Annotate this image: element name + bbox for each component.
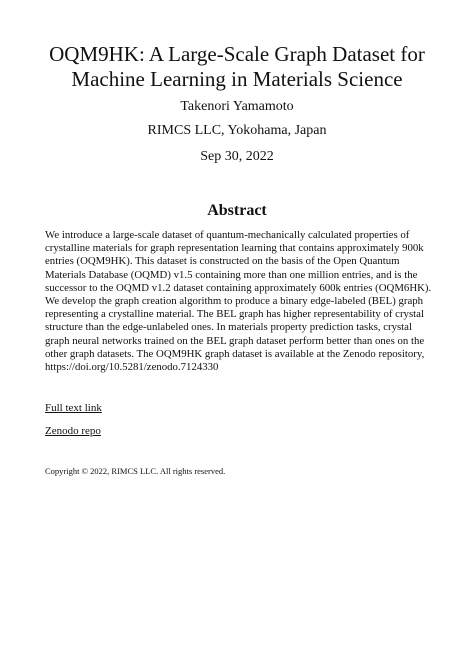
- zenodo-repo-link[interactable]: Zenodo repo: [45, 425, 101, 437]
- copyright-notice: Copyright © 2022, RIMCS LLC. All rights reserved.: [45, 466, 226, 476]
- full-text-link[interactable]: Full text link: [45, 402, 102, 414]
- publication-date: Sep 30, 2022: [200, 149, 274, 164]
- title-line-1: OQM9HK: A Large-Scale Graph Dataset for: [49, 42, 425, 66]
- author-name: Takenori Yamamoto: [180, 99, 294, 114]
- title-line-2: Machine Learning in Materials Science: [71, 67, 403, 91]
- paper-title: [20, 42, 454, 92]
- author-affiliation: RIMCS LLC, Yokohama, Japan: [147, 123, 327, 138]
- abstract-text: We introduce a large-scale dataset of quantum-mechanically calculated properties of crystalline materials for graph representation learning that contains approximately 900k entries (OQM9HK). This dataset is constructed on the basis of the Open Quantum Materials Database (OQMD) v1.5 containing more than one million entries, and is the successor to the OQMD v1.2 dataset containing approximately 600k entries (OQM6HK). We develop the graph creation algorithm to produce a binary edge-labeled (BEL) graph representing a crystalline material. The BEL graph has higher representability of crystal structure than the edge-unlabeled ones. In materials property prediction tasks, crystal graph neural networks trained on the BEL graph dataset perform better than ones on the other graph datasets. The OQM9HK graph dataset is available at the Zenodo repository, https://doi.org/10.5281/zenodo.7124330: [45, 229, 432, 374]
- abstract-heading: Abstract: [207, 202, 267, 219]
